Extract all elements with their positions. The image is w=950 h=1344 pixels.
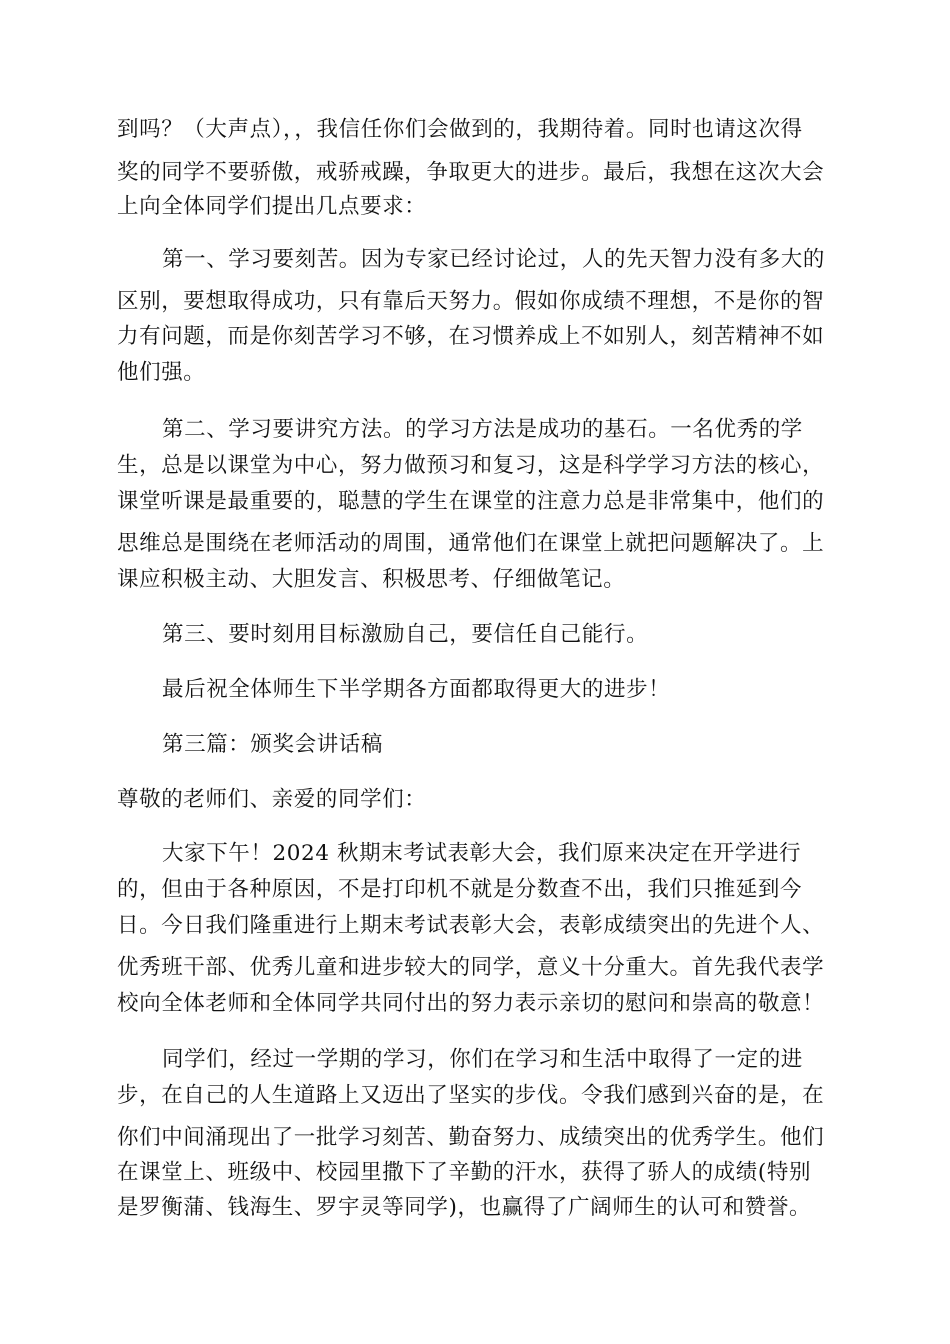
text-line: 你们中间涌现出了一批学习刻苦、勤奋努力、成绩突出的优秀学生。他们 xyxy=(117,1125,825,1150)
text-line: 校向全体老师和全体同学共同付出的努力表示亲切的慰问和崇高的敬意！ xyxy=(117,991,825,1016)
salutation: 尊敬的老师们、亲爱的同学们： xyxy=(117,787,427,812)
text-line: 在课堂上、班级中、校园里撒下了辛勤的汗水，获得了骄人的成绩(特别 xyxy=(117,1160,812,1185)
text-line: 奖的同学不要骄傲，戒骄戒躁，争取更大的进步。最后，我想在这次大会 xyxy=(117,160,825,185)
text-line: 是罗衡蒲、钱海生、罗宇灵等同学)，也赢得了广阔师生的认可和赞誉。 xyxy=(117,1195,812,1220)
text-line: 优秀班干部、优秀儿童和进步较大的同学，意义十分重大。首先我代表学 xyxy=(117,955,825,980)
text-line: 思维总是围绕在老师活动的周围，通常他们在课堂上就把问题解决了。上 xyxy=(117,531,825,556)
text-line: 区别，要想取得成功，只有靠后天努力。假如你成绩不理想，不是你的智 xyxy=(117,289,825,314)
text-line: 步，在自己的人生道路上又迈出了坚实的步伐。令我们感到兴奋的是，在 xyxy=(117,1083,825,1108)
text-line: 上向全体同学们提出几点要求： xyxy=(117,194,427,219)
text-line: 课堂听课是最重要的，聪慧的学生在课堂的注意力总是非常集中，他们的 xyxy=(117,489,825,514)
text-line: 力有问题，而是你刻苦学习不够，在习惯养成上不如别人，刻苦精神不如 xyxy=(117,324,825,349)
text-line: 的，但由于各种原因，不是打印机不就是分数查不出，我们只推延到今 xyxy=(117,877,803,902)
text-line: 第三、要时刻用目标激励自己，要信任自己能行。 xyxy=(162,622,649,647)
text-line: 同学们，经过一学期的学习，你们在学习和生活中取得了一定的进 xyxy=(162,1047,803,1072)
text-line: 大家下午！2024 秋期末考试表彰大会，我们原来决定在开学进行 xyxy=(162,841,802,866)
text-line: 到吗？（大声点），，我信任你们会做到的，我期待着。同时也请这次得 xyxy=(117,117,803,142)
section-heading: 第三篇：颁奖会讲话稿 xyxy=(162,732,384,757)
text-line: 第二、学习要讲究方法。的学习方法是成功的基石。一名优秀的学 xyxy=(162,417,803,442)
text-line: 课应积极主动、大胆发言、积极思考、仔细做笔记。 xyxy=(117,567,626,592)
text-line: 最后祝全体师生下半学期各方面都取得更大的进步！ xyxy=(162,677,671,702)
text-line: 生，总是以课堂为中心，努力做预习和复习，这是科学学习方法的核心， xyxy=(117,453,825,478)
text-line: 第一、学习要刻苦。因为专家已经讨论过，人的先天智力没有多大的 xyxy=(162,247,826,272)
text-line: 他们强。 xyxy=(117,360,206,385)
text-line: 日。今日我们隆重进行上期末考试表彰大会，表彰成绩突出的先进个人、 xyxy=(117,913,825,938)
